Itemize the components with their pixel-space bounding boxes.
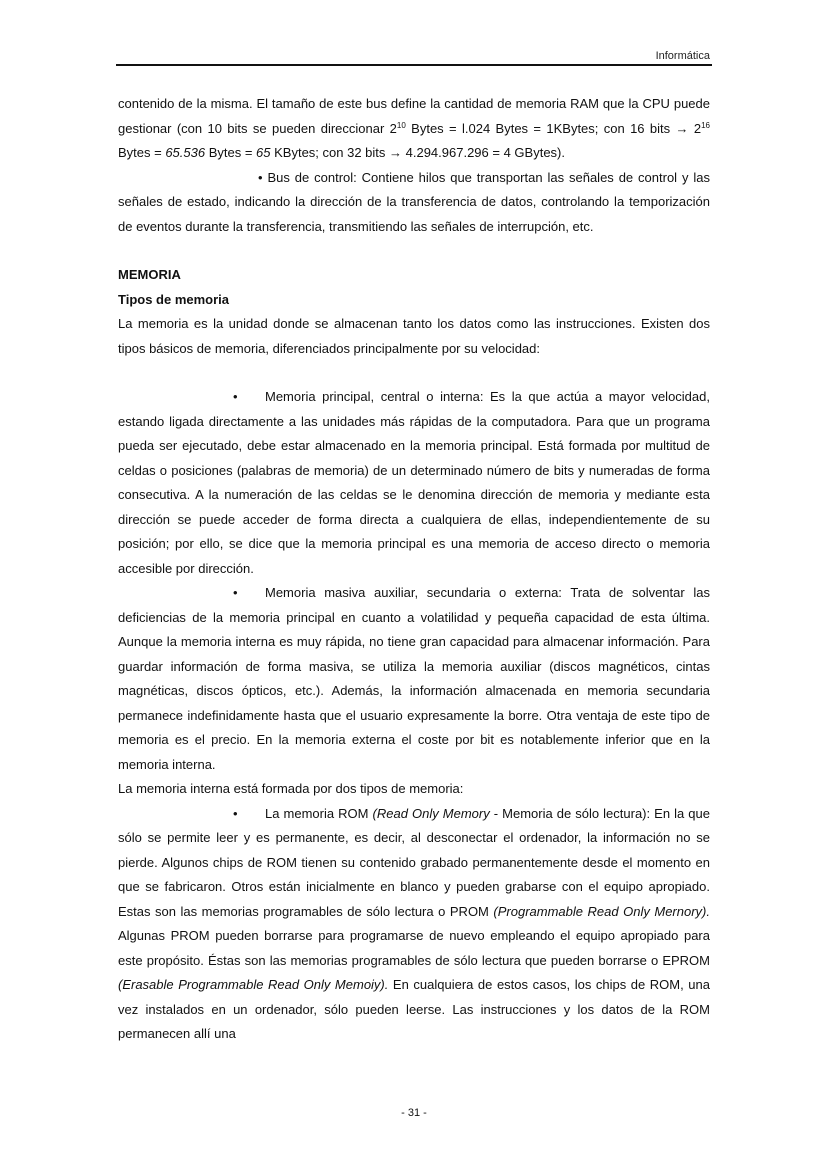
subheading: Tipos de memoria <box>118 291 230 307</box>
bullet-icon: • <box>233 805 238 821</box>
section-heading: MEMORIA <box>118 267 181 282</box>
bullet-icon: • <box>233 389 238 404</box>
paragraph-bus-control: • Bus de control: Contiene hilos que transportan las señales de control y las señales de estado, indicando la dirección de la transferencia de datos, controlando la temporización de eventos durante la transferencia, transmitiendo las señales de interrupción, etc. <box>118 169 710 234</box>
header-rule <box>116 64 712 66</box>
paragraph-internal-memory: La memoria interna está formada por dos tipos de memoria: <box>118 781 464 796</box>
list-item-main-memory: • Memoria principal, central o interna: Es la que actúa a mayor velocidad, estando ligada directamente a las unidades más rápidas de la computadora. Para que un programa pueda ser ejecutado, debe estar almacenado en la memoria principal. Está formada por multitud de celdas o posiciones (palabras de memoria) de un determinado número de bits y numeradas de forma consecutiva. A la numeración de las celdas se le denomina dirección de memoria y mediante esta dirección se puede acceder de forma directa a cualquiera de ellas, independientemente de su posición; por ello, se dice que la memoria principal es una memoria de acceso directo o memoria accesible por dirección. <box>118 385 710 581</box>
list-item-rom: • La memoria ROM (Read Only Memory - Memoria de sólo lectura): En la que sólo se permite leer y es permanente, es decir, al desconectar el ordenador, la información no se pierde. Algunos chips de ROM tienen su contenido grabado permanentemente desde el momento en que se fabricaron. Otros están inicialmente en blanco y pueden grabarse con el equipo apropiado. Estas son las memorias programables de sólo lectura o PROM (Programmable Read Only Mernory). Algunas PROM pueden borrarse para programarse de nuevo empleando el equipo apropiado para este propósito. Éstas son las memorias programables de sólo lectura que pueden borrarse o EPROM (Erasable Programmable Read Only Memoiy). En cualquiera de estos casos, los chips de ROM, una vez instalados en un ordenador, sólo pueden leerse. Las instrucciones y los datos de la ROM permanecen allí una <box>118 802 710 1047</box>
paragraph-bus-address: contenido de la misma. El tamaño de este bus define la cantidad de memoria RAM que la CPU puede gestionar (con 10 bits se pueden direccionar $2^{10}$ Bytes = l.024 Bytes = 1KBytes; con 16 bits → $2^{16}$ Bytes = 65.536 Bytes = 65 KBytes; con 32 bits → 4.294.967.296 = 4 GBytes). <box>118 96 710 160</box>
bullet-icon: • <box>258 169 263 185</box>
paragraph-memory-intro: La memoria es la unidad donde se almacenan tanto los datos como las instrucciones. Existen dos tipos básicos de memoria, diferenciados principalmente por su velocidad: <box>118 316 710 356</box>
list-item-auxiliary-memory: • Memoria masiva auxiliar, secundaria o externa: Trata de solventar las deficiencias de la memoria principal en cuanto a volatilidad y pequeña capacidad de esta última. Aunque la memoria interna es muy rápida, no tiene gran capacidad para almacenar información. Para guardar información de forma masiva, se utiliza la memoria auxiliar (discos magnéticos, cintas magnéticas, discos ópticos, etc.). Además, la información almacenada en memoria secundaria permanece indefinidamente hasta que el usuario expresamente la borre. Otra ventaja de este tipo de memoria es el precio. En la memoria externa el coste por bit es notablemente inferior que en la memoria interna. <box>118 581 710 777</box>
bullet-icon: • <box>233 585 238 600</box>
page-body <box>118 92 710 1047</box>
spacer <box>118 361 710 385</box>
running-header: Informática <box>655 50 710 62</box>
page-number: - 31 - <box>401 1107 427 1119</box>
spacer <box>118 239 710 263</box>
